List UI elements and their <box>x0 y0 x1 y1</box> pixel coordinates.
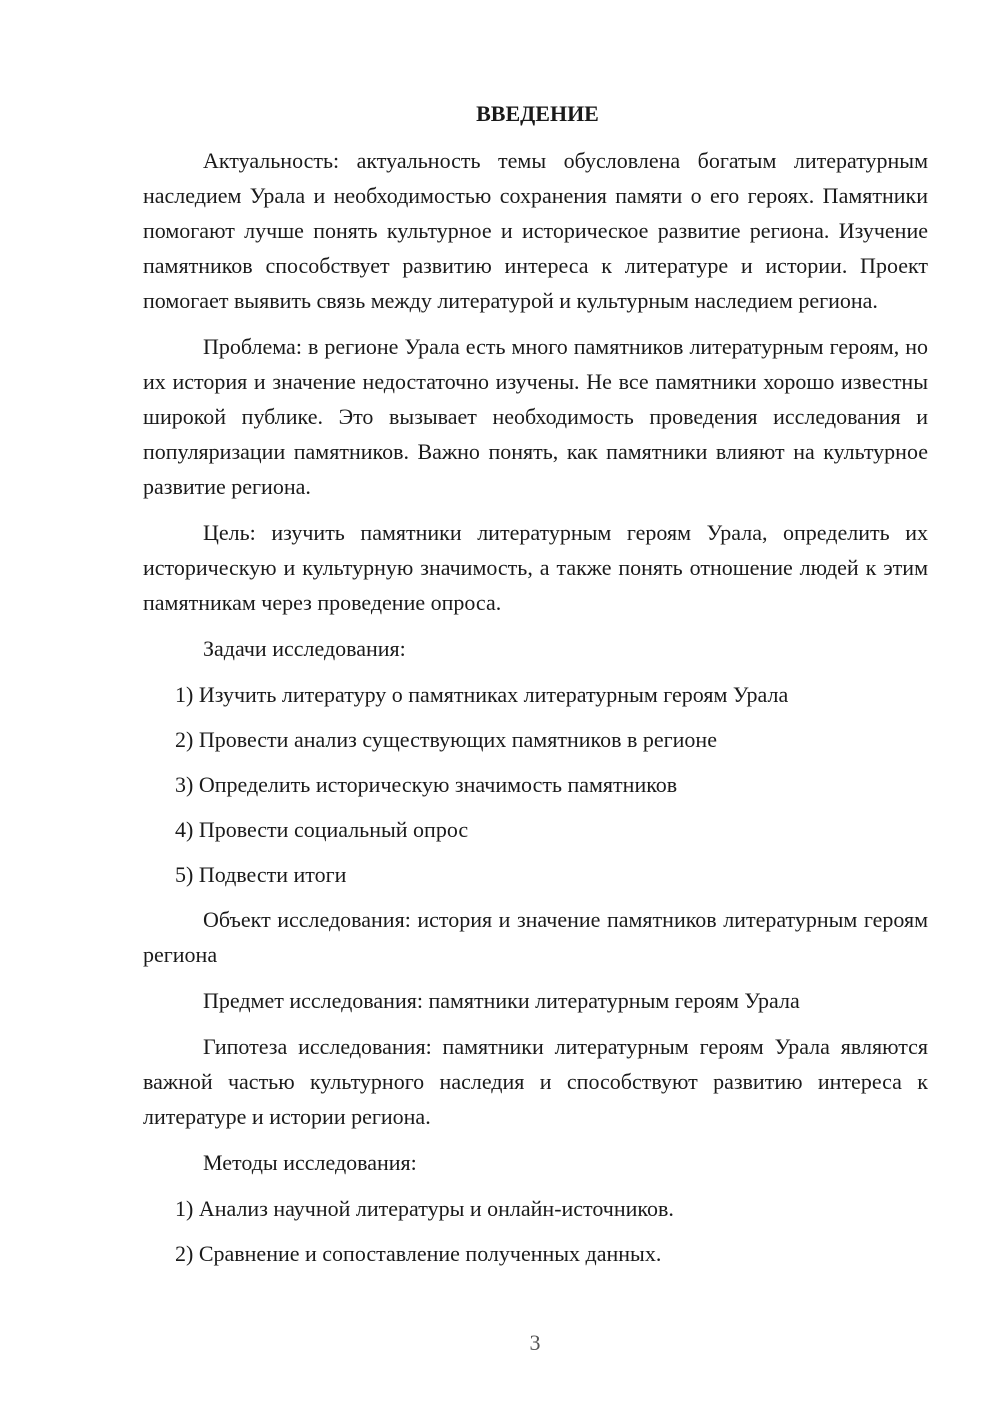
list-item: 1) Изучить литературу о памятниках литературным героям Урала <box>175 682 789 707</box>
methods-list <box>143 1191 928 1271</box>
list-item: 2) Сравнение и сопоставление полученных данных. <box>175 1241 662 1266</box>
tasks-heading: Задачи исследования: <box>203 636 406 661</box>
page-title: ВВЕДЕНИЕ <box>476 101 599 126</box>
tasks-list <box>143 677 928 892</box>
list-item: 2) Провести анализ существующих памятников в регионе <box>175 727 717 752</box>
list-item: 4) Провести социальный опрос <box>175 817 469 842</box>
page-number: 3 <box>529 1330 541 1355</box>
list-item: 3) Определить историческую значимость памятников <box>175 772 678 797</box>
hypothesis-paragraph: Гипотеза исследования: памятники литературным героям Урала являются важной частью культурного наследия и способствуют развитию интереса к литературе и истории региона. <box>143 1034 928 1129</box>
object-paragraph: Объект исследования: история и значение памятников литературным героям региона <box>143 907 928 967</box>
relevance-paragraph: Актуальность: актуальность темы обусловлена богатым литературным наследием Урала и необходимостью сохранения памяти о его героях. Памятники помогают лучше понять культурное и историческое развитие региона. Изучение памятников способствует развитию интереса к литературе и истории. Проект помогает выявить связь между литературой и культурным наследием региона. <box>143 148 928 313</box>
problem-paragraph: Проблема: в регионе Урала есть много памятников литературным героям, но их история и значение недостаточно изучены. Не все памятники хорошо известны широкой публике. Это вызывает необходимость проведения исследования и популяризации памятников. Важно понять, как памятники влияют на культурное развитие региона. <box>143 334 928 499</box>
list-item: 1) Анализ научной литературы и онлайн-источников. <box>175 1196 674 1221</box>
document-page <box>143 96 928 1281</box>
subject-paragraph: Предмет исследования: памятники литературным героям Урала <box>203 988 800 1013</box>
goal-paragraph: Цель: изучить памятники литературным героям Урала, определить их историческую и культурную значимость, а также понять отношение людей к этим памятникам через проведение опроса. <box>143 520 928 615</box>
methods-heading: Методы исследования: <box>203 1150 417 1175</box>
list-item: 5) Подвести итоги <box>175 862 347 887</box>
